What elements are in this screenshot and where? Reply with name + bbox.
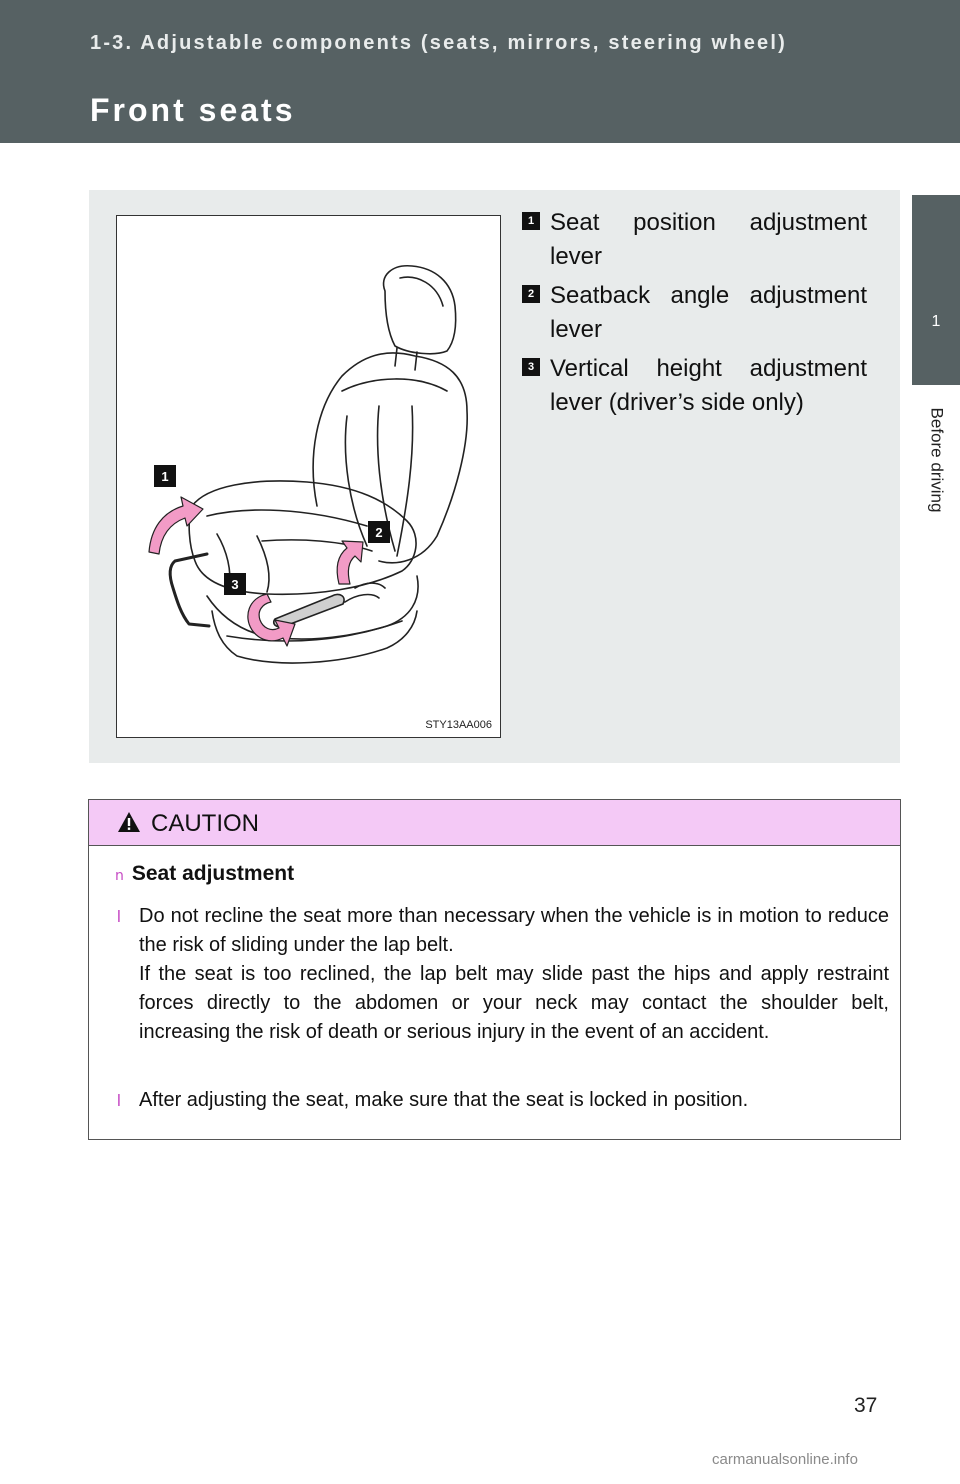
legend-text-1: Seat position adjustment lever bbox=[550, 209, 867, 270]
bullet-marker: l bbox=[117, 907, 121, 926]
chapter-label-text: Before driving bbox=[927, 407, 947, 513]
caution-bullet-1 bbox=[117, 902, 889, 1047]
bullet-2-line-1: After adjusting the seat, make sure that the seat is locked in position. bbox=[139, 1089, 749, 1111]
heading-marker: n bbox=[115, 868, 124, 884]
caution-title: CAUTION bbox=[151, 810, 259, 837]
section-title: 1-3. Adjustable components (seats, mirrors, steering wheel) bbox=[90, 32, 787, 54]
legend-text-2: Seatback angle adjustment lever bbox=[550, 282, 867, 343]
caution-box bbox=[88, 799, 901, 1140]
caution-heading-text: Seat adjustment bbox=[131, 862, 295, 885]
bullet-1-line-1: Do not recline the seat more than necessary when the vehicle is in motion to reduce the risk of sliding under the lap belt. bbox=[139, 905, 889, 956]
watermark[interactable]: carmanualsonline.info bbox=[712, 1451, 858, 1468]
legend-text-3: Vertical height adjustment lever (driver’s side only) bbox=[550, 355, 867, 416]
caution-header bbox=[89, 800, 900, 846]
page-title: Front seats bbox=[90, 92, 296, 128]
legend-item-2 bbox=[522, 279, 867, 347]
recline-lever bbox=[355, 583, 385, 588]
headrest-seam bbox=[400, 277, 443, 306]
bullet-1-line-2: If the seat is too reclined, the lap belt may slide past the hips and apply restraint forces directly to the abdomen or your neck may contact the shoulder belt, increasing the risk of death or serious injury in the event of an accident. bbox=[139, 963, 889, 1043]
legend-badge-2: 2 bbox=[522, 285, 540, 303]
legend-badge-1: 1 bbox=[522, 212, 540, 230]
svg-text:2: 2 bbox=[375, 525, 383, 540]
chapter-label bbox=[912, 390, 960, 530]
chapter-tab[interactable] bbox=[912, 195, 960, 385]
svg-text:1: 1 bbox=[161, 469, 169, 484]
position-lever bbox=[170, 554, 209, 626]
callout-2 bbox=[368, 521, 390, 543]
figure-code: STY13AA006 bbox=[425, 719, 492, 731]
chapter-number: 1 bbox=[931, 313, 941, 330]
arrow-1 bbox=[149, 497, 203, 554]
legend-item-3 bbox=[522, 352, 867, 420]
callout-1 bbox=[154, 465, 176, 487]
seat-drawing bbox=[117, 216, 500, 737]
bullet-marker: l bbox=[117, 1091, 121, 1110]
svg-text:3: 3 bbox=[231, 577, 239, 592]
seat-illustration bbox=[116, 215, 501, 738]
arrow-2 bbox=[337, 541, 363, 584]
caution-subheading bbox=[115, 862, 294, 886]
caution-bullet-2 bbox=[117, 1086, 889, 1115]
warning-icon bbox=[117, 811, 141, 833]
callout-3 bbox=[224, 573, 246, 595]
page-number: 37 bbox=[854, 1394, 878, 1417]
legend-badge-3: 3 bbox=[522, 358, 540, 376]
page-header bbox=[0, 0, 960, 143]
legend-item-1 bbox=[522, 206, 867, 274]
